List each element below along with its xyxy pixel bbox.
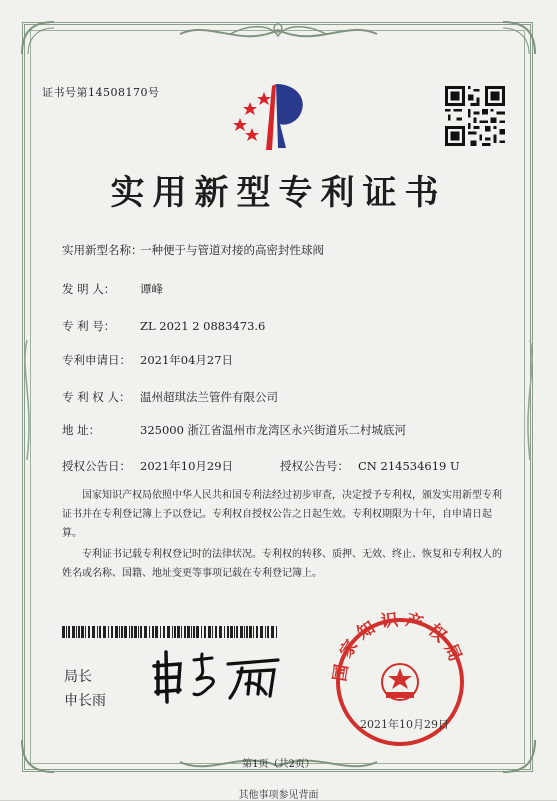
barcode-bar [204,626,206,638]
top-ornament [170,20,387,48]
barcode-bar [215,626,217,638]
barcode-bar [246,626,248,638]
barcode-bar [115,626,118,638]
field-inventor [62,281,163,297]
barcode-bar [129,626,130,638]
barcode-bar [267,626,269,638]
barcode-bar [103,626,106,638]
barcode-bar [138,626,139,638]
barcode-bar [121,626,123,638]
barcode-bar [177,626,180,638]
corner-ornament-tl [18,18,58,58]
barcode-bar [160,626,161,638]
left-side-ornament [20,340,34,460]
field-label: 专 利 号： [62,319,116,333]
field-label: 专 利 权 人： [62,390,131,404]
field-application-date [62,352,233,368]
director-name: 申长雨 [64,693,106,709]
barcode-bar [81,626,84,638]
field-label: 实用新型名称： [62,243,143,257]
barcode-bar [174,626,176,638]
field-value: 谭峰 [140,282,163,296]
field-grant-number [280,458,460,474]
certificate-number: 证书号第14508170号 [42,86,160,99]
field-patentee [62,389,278,405]
barcode-bar [134,626,137,638]
barcode-bar [72,626,75,638]
field-label: 授权公告号： [280,459,349,473]
barcode-bar [131,626,133,638]
barcode [62,626,280,638]
barcode-bar [212,626,213,638]
field-grant-date [62,458,233,474]
barcode-bar [167,626,170,638]
field-utility-model-name [62,242,324,258]
barcode-bar [152,626,154,638]
barcode-bar [92,626,95,638]
field-address [62,422,406,438]
barcode-bar [224,626,225,638]
barcode-bar [62,626,65,638]
barcode-bar [144,626,147,638]
field-value: CN 214534619 U [358,459,460,473]
barcode-bar [66,626,67,638]
field-value: 温州超琪法兰管件有限公司 [140,390,278,404]
barcode-bar [108,626,109,638]
corner-ornament-tr [499,18,539,58]
director-title: 局长 [64,669,92,685]
barcode-bar [172,626,173,638]
barcode-bar [68,626,70,638]
barcode-bar [163,626,165,638]
seal-text: 国家知识产权局 [330,610,468,683]
barcode-bar [187,626,190,638]
barcode-bar [85,626,86,638]
qr-code-icon [445,86,505,146]
barcode-bar [276,626,277,638]
barcode-bar [76,626,77,638]
barcode-bar [111,626,113,638]
cnipa-logo-icon [228,78,318,154]
barcode-bar [253,626,254,638]
director-signature [150,650,290,705]
page-number: 第1页（共2页） [242,759,315,770]
barcode-bar [193,626,195,638]
barcode-bar [240,626,243,638]
barcode-bar [230,626,233,638]
field-label: 授权公告日： [62,459,131,473]
barcode-bar [119,626,120,638]
barcode-bar [191,626,192,638]
barcode-bar [155,626,158,638]
barcode-bar [140,626,142,638]
barcode-bar [181,626,182,638]
barcode-bar [88,626,90,638]
field-label: 地 址： [62,423,101,437]
barcode-bar [265,626,266,638]
barcode-bar [97,626,98,638]
barcode-bar [78,626,80,638]
seal-date: 2021年10月29日 [360,718,449,731]
barcode-bar [249,626,252,638]
field-value: 2021年04月27日 [140,353,234,367]
right-side-ornament [523,340,537,460]
barcode-bar [208,626,211,638]
field-label: 专利申请日： [62,353,131,367]
footer-note: 其他事项参见背面 [238,790,319,801]
barcode-bar [236,626,238,638]
field-value: 一种便于与管道对接的高密封性球阀 [140,243,324,257]
barcode-bar [124,626,127,638]
certificate-title: 实用新型专利证书 [110,173,447,213]
barcode-bar [260,626,263,638]
field-label: 发 明 人： [62,282,116,296]
field-value: 325000 浙江省温州市龙湾区永兴街道乐二村城底河 [140,423,407,437]
barcode-bar [227,626,229,638]
barcode-bar [244,626,245,638]
barcode-bar [271,626,274,638]
barcode-bar [99,626,101,638]
barcode-bar [201,626,202,638]
barcode-bar [256,626,258,638]
field-value: ZL 2021 2 0883473.6 [140,319,266,333]
field-value: 2021年10月29日 [140,459,234,473]
barcode-bar [219,626,222,638]
barcode-bar [184,626,186,638]
notice-paragraph-2: 专利证书记载专利权登记时的法律状况。专利权的转移、质押、无效、终止、恢复和专利权人的姓名或名称、国籍、地址变更等事项记载在专利登记簿上。 [62,549,502,579]
barcode-bar [149,626,150,638]
notice-paragraph-1: 国家知识产权局依照中华人民共和国专利法经过初步审查，决定授予专利权，颁发实用新型专利证书并在专利登记簿上予以登记。专利权自授权公告之日起生效。专利权期限为十年，自申请日起算。 [62,490,502,539]
barcode-bar [196,626,199,638]
barcode-bar [234,626,235,638]
field-patent-number [62,318,265,334]
